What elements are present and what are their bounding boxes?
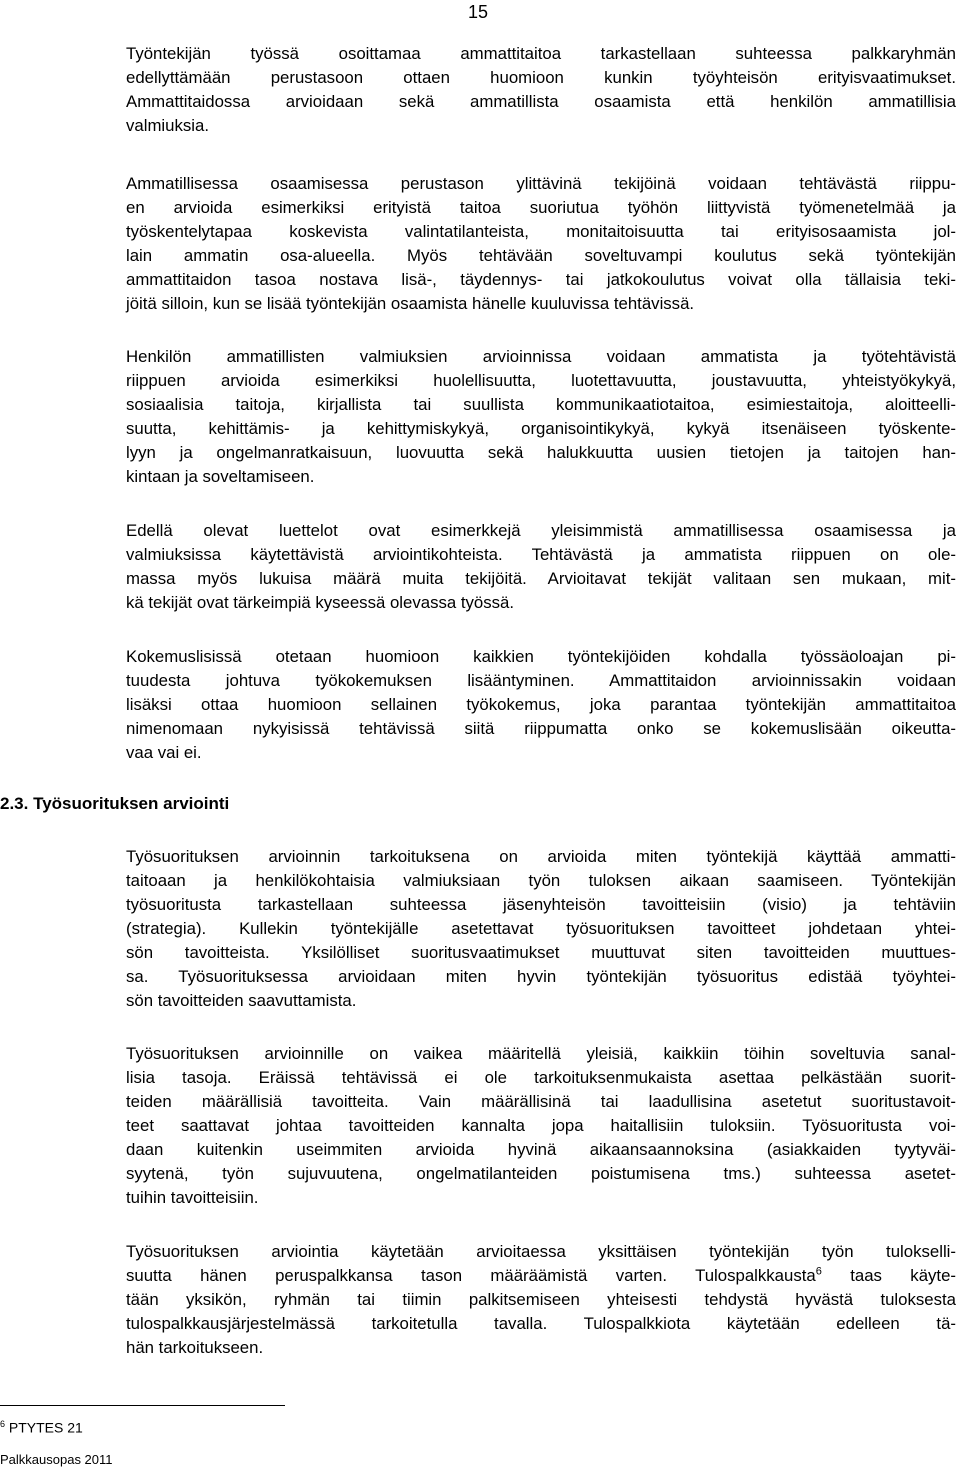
- footnote-reference[interactable]: 6: [815, 1265, 822, 1278]
- paragraph-ammatillinen-osaaminen: [126, 172, 956, 316]
- text-line: vaa vai ei.: [126, 743, 202, 762]
- text-line: Työntekijän työssä osoittamaa ammattitaitoa tarkastellaan suhteessa palkkaryhmän: [126, 44, 956, 63]
- text-line: valmiuksia.: [126, 116, 209, 135]
- text-line: nimenomaan nykyisissä tehtävissä siitä riippumatta onko se kokemuslisään oikeutta-: [126, 719, 956, 738]
- text-line: (strategia). Kullekin työntekijälle asetettavat työsuorituksen tavoitteet johdetaan yhtei-: [126, 919, 956, 938]
- text-line: sön tavoitteiden saavuttamista.: [126, 991, 357, 1010]
- text-line: työsuoritusta tarkastellaan suhteessa jäsenyhteisön tavoitteisiin (visio) ja tehtäviin: [126, 895, 956, 914]
- text-fragment: suutta hänen peruspalkkansa tason määräämistä varten. Tulospalkkausta: [126, 1266, 816, 1285]
- text-line: sosiaalisia taitoja, kirjallista tai suullista kommunikaatiotaitoa, esimiestaitoja, aloitteelli-: [126, 395, 956, 414]
- text-line: tään yksikön, ryhmän tai tiimin palkitsemiseen yhteisesti tehdystä hyvästä tuloksesta: [126, 1290, 956, 1309]
- text-line: Henkilön ammatillisten valmiuksien arvioinnissa voidaan ammatista ja työtehtävistä: [126, 347, 956, 366]
- paragraph-ammatilliset-valmiudet: [126, 345, 956, 489]
- text-line: [126, 1264, 956, 1288]
- text-line: Työsuorituksen arvioinnille on vaikea määritellä yleisiä, kaikkiin töihin soveltuvia sanal-: [126, 1044, 956, 1063]
- paragraph-kokemuslisat: [126, 645, 956, 765]
- text-line: suutta, kehittämis- ja kehittymiskykyä, organisointikykyä, kykyä itsenäiseen työskente-: [126, 419, 956, 438]
- footnote: [0, 1415, 83, 1437]
- text-line: hän tarkoitukseen.: [126, 1338, 264, 1357]
- text-line: lain ammatin osa-alueella. Myös tehtävään soveltuvampi koulutus sekä työntekijän: [126, 246, 956, 265]
- text-line: daan kuitenkin useimmiten arvioida hyvinä aikaansaannoksina (asiakkaiden tyytyväi-: [126, 1140, 956, 1159]
- text-line: Ammattitaidossa arvioidaan sekä ammatillista osaamista että henkilön ammatillisia: [126, 92, 956, 111]
- text-line: ammattitaidon tasoa nostava lisä-, täydennys- tai jatkokoulutus voivat olla tällaisia teki-: [126, 270, 956, 289]
- text-line: sa. Työsuorituksessa arvioidaan miten hyvin työntekijän työsuoritus edistää työyhtei-: [126, 967, 956, 986]
- text-line: syytenä, työn sujuvuutena, ongelmatilanteiden poistumisena tms.) suhteessa asetet-: [126, 1164, 956, 1183]
- paragraph-luettelot: [126, 519, 956, 615]
- text-fragment: taas käyte-: [821, 1266, 957, 1285]
- text-line: valmiuksissa käytettävistä arviointikohteista. Tehtävästä ja ammatista riippuen on ole-: [126, 545, 956, 564]
- text-line: en arvioida esimerkiksi erityistä taitoa suoriutua työhön liittyvistä työmenetelmää ja: [126, 198, 956, 217]
- section-heading: 2.3. Työsuorituksen arviointi: [0, 794, 230, 813]
- text-line: Työsuorituksen arvioinnin tarkoituksena on arvioida miten työntekijä käyttää ammatti-: [126, 847, 956, 866]
- text-line: tuudesta johtuva työkokemuksen lisääntyminen. Ammattitaidon arvioinnissakin voidaan: [126, 671, 956, 690]
- text-line: tuihin tavoitteisiin.: [126, 1188, 259, 1207]
- text-line: kä tekijät ovat tärkeimpiä kyseessä olevassa työssä.: [126, 593, 515, 612]
- page-footer: Palkkausopas 2011: [0, 1452, 113, 1467]
- text-line: kintaan ja soveltamiseen.: [126, 467, 315, 486]
- text-line: Kokemuslisissä otetaan huomioon kaikkien työntekijöiden kohdalla työssäoloajan pi-: [126, 647, 956, 666]
- text-line: riippuen arvioida esimerkiksi huolellisuutta, luotettavuutta, joustavuutta, yhteistyökykyä,: [126, 371, 956, 390]
- text-line: tulospalkkausjärjestelmässä tarkoitetulla tavalla. Tulospalkkiota käytetään edelleen tä-: [126, 1314, 956, 1333]
- text-line: lyyn ja ongelmanratkaisuun, luovuutta sekä halukkuutta uusien tietojen ja taitojen han-: [126, 443, 956, 462]
- text-line: lisia tasoja. Eräissä tehtävissä ei ole tarkoituksenmukaista asettaa pelkästään suorit-: [126, 1068, 956, 1087]
- text-line: taitoaan ja henkilökohtaisia valmiuksiaan työn tuloksen aikaan saamiseen. Työntekijän: [126, 871, 956, 890]
- text-line: teet saattavat johtaa tavoitteiden kannalta jopa haitallisiin tuloksiin. Työsuoritusta voi-: [126, 1116, 956, 1135]
- footnote-divider: [0, 1405, 285, 1406]
- footnote-mark: 6: [0, 1419, 6, 1429]
- page-number: 15: [468, 2, 489, 22]
- text-line: massa myös lukuisa määrä muita tekijöitä. Arvioitavat tekijät valitaan sen mukaan, mit-: [126, 569, 956, 588]
- paragraph-tyosuoritus-tasot: [126, 1042, 956, 1210]
- text-line: työskentelytapaa koskevista valintatilanteista, monitaitoisuutta tai erityisosaamista jol-: [126, 222, 956, 241]
- text-line: lisäksi ottaa huomioon sellainen työkokemus, joka parantaa työntekijän ammattitaitoa: [126, 695, 956, 714]
- footnote-text: PTYTES 21: [8, 1419, 83, 1436]
- text-line: edellyttämään perustasoon ottaen huomioon kunkin työyhteisön erityisvaatimukset.: [126, 68, 956, 87]
- paragraph-tulospalkkaus: [126, 1240, 956, 1360]
- paragraph-ammattitaito-intro: [126, 42, 956, 138]
- text-line: Edellä olevat luettelot ovat esimerkkejä yleisimmistä ammatillisessa osaamisessa ja: [126, 521, 956, 540]
- text-line: sön tavoitteista. Yksilölliset suoritusvaatimukset muuttuvat siten tavoitteiden muuttues-: [126, 943, 956, 962]
- paragraph-tyosuoritus-tarkoitus: [126, 845, 956, 1013]
- text-line: teiden määrällisiä tavoitteita. Vain määrällisinä tai laadullisina asetetut suoritustavoit-: [126, 1092, 956, 1111]
- text-line: jöitä silloin, kun se lisää työntekijän osaamista hänelle kuuluvissa tehtävissä.: [126, 294, 695, 313]
- text-line: Työsuorituksen arviointia käytetään arvioitaessa yksittäisen työntekijän työn tulokselli-: [126, 1242, 956, 1261]
- text-line: Ammatillisessa osaamisessa perustason ylittävinä tekijöinä voidaan tehtävästä riippu-: [126, 174, 956, 193]
